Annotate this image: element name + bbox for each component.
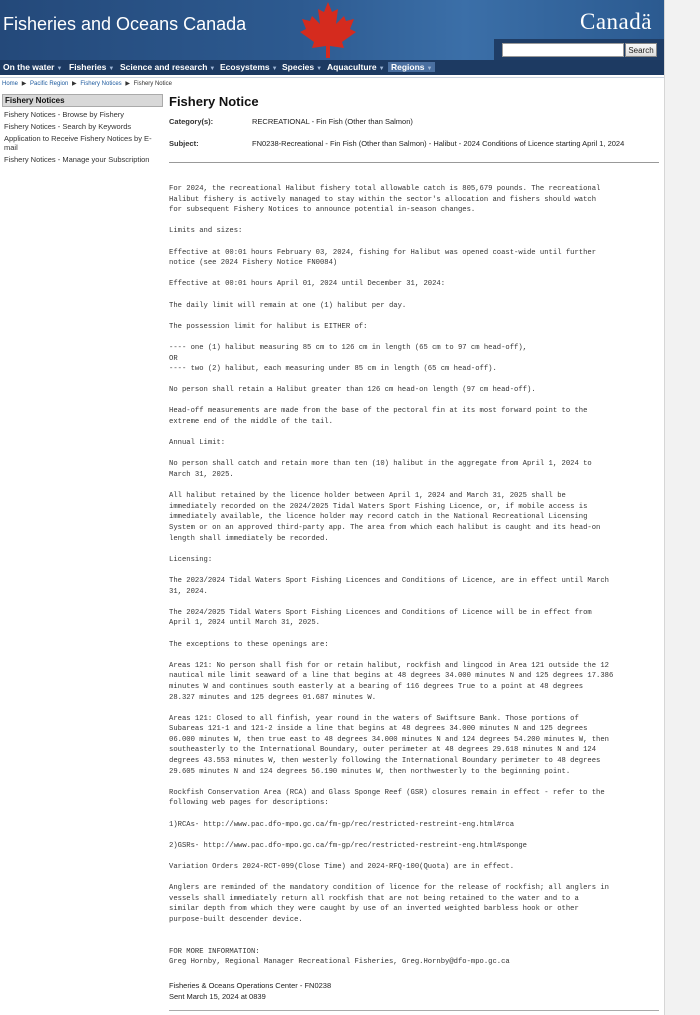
nav-item-species[interactable] [282, 62, 322, 72]
breadcrumb-home[interactable]: Home [2, 81, 19, 87]
sidebar-item-search-by-keywords[interactable]: Fishery Notices - Search by Keywords [4, 122, 132, 131]
breadcrumb-separator-icon: ▶ [21, 81, 27, 87]
nav-item-on-the-water[interactable] [3, 62, 62, 72]
chevron-down-icon: ▼ [108, 66, 115, 72]
page-background [665, 0, 700, 1015]
breadcrumb-current: Fishery Notice [133, 81, 172, 87]
breadcrumb-pacific-region[interactable]: Pacific Region [29, 81, 69, 87]
sidebar-item-email-application[interactable]: Application to Receive Fishery Notices by E-mail [4, 134, 152, 152]
notice-body: For 2024, the recreational Halibut fishery total allowable catch is 805,679 pounds. The recreational Halibut fishery is actively managed to stay within the sector's allocation and fishers should watch for subsequent Fishery Notices to announce potential in-season changes. Limits and sizes: Effective at 00:01 hours February 03, 2024, fishing for Halibut was opened coast-wide until further notice (see 2024 Fishery Notice FN0084) Effective at 00:01 hours April 01, 2024 until December 31, 2024: The daily limit will remain at one (1) halibut per day. The possession limit for halibut is EITHER of: ---- one (1) halibut measuring 85 cm to 126 cm in length (65 cm to 97 cm head-off), OR ---- two (2) halibut, each measuring under 85 cm in length (65 cm head-off). No person shall retain a Halibut greater than 126 cm head-on length (97 cm head-off). Head-off measurements are made from the base of the pectoral fin at its most forward point to the extreme end of the middle of the tail. Annual Limit: No person shall catch and retain more than ten (10) halibut in the aggregate from April 1, 2024 to March 31, 2025. All halibut retained by the licence holder between April 1, 2024 and March 31, 2025 shall be immediately recorded on the 2024/2025 Tidal Waters Sport Fishing Licence, or, if mobile access is immediately available, the licence holder may record catch in the National Recreational Licensing System or on an approved third-party app. The area from which each halibut is caught and its head-on length shall immediately be recorded. Licensing: The 2023/2024 Tidal Waters Sport Fishing Licences and Conditions of Licence, are in effect until March 31, 2024. The 2024/2025 Tidal Waters Sport Fishing Licences and Conditions of Licence will be in effect from April 1, 2024 until March 31, 2025. The exceptions to these openings are: Areas 121: No person shall fish for or retain halibut, rockfish and lingcod in Area 121 outside the 12 nautical mile limit seaward of a line that begins at 48 degrees 34.000 minutes N and 125 degrees 17.386 minutes W and continues south easterly at a bearing of 116 degrees True to a point at 48 degrees 28.327 minutes and 125 degrees 01.687 minutes W. Areas 121: Closed to all finfish, year round in the waters of Swiftsure Bank. Those portions of Subareas 121-1 and 121-2 inside a line that begins at 48 degrees 34.000 minutes N and 125 degrees 06.000 minutes W, then true east to 48 degrees 34.000 minutes N and 124 degrees 54.200 minutes W, then southeasterly to the International Boundary, outer perimeter at 48 degrees 29.618 minutes N and 124 degrees 43.553 minutes W, then westerly following the International Boundary perimeter to 48 degrees 29.605 minutes N and 124 degrees 56.190 minutes W, then northwesterly to the beginning point. Rockfish Conservation Area (RCA) and Glass Sponge Reef (GSR) closures remain in effect - refer to the following web pages for descriptions: 1)RCAs- http://www.pac.dfo-mpo.gc.ca/fm-gp/rec/restricted-restreint-eng.html#rca 2)GSRs- http://www.pac.dfo-mpo.gc.ca/fm-gp/rec/restricted-restreint-eng.html#sponge Variation Orders 2024-RCT-099(Close Time) and 2024-RFQ-100(Quota) are in effect. Anglers are reminded of the mandatory condition of licence for the release of rockfish; all anglers in vessels shall immediately return all rockfish that are not being retained to the water and to a similar depth from which they were caught by use of an inverted weighted barbless hook or other purpose-built descender device. FOR MORE INFORMATION: Greg Hornby, Regional Manager Recreational Fisheries, Greg.Hornby@dfo-mpo.gc.ca [169, 185, 614, 967]
nav-item-label: Aquaculture [327, 62, 377, 72]
nav-item-aquaculture[interactable] [327, 62, 385, 72]
chevron-down-icon: ▼ [209, 66, 216, 72]
search-button[interactable]: Search [625, 43, 657, 57]
sidebar [2, 94, 163, 164]
nav-item-ecosystems[interactable] [220, 62, 278, 72]
maple-leaf-icon [288, 0, 368, 60]
ops-center: Fisheries & Oceans Operations Center - FN0238 [169, 981, 332, 990]
chevron-down-icon: ▼ [271, 66, 278, 72]
main-content [169, 94, 659, 109]
search-input[interactable] [502, 43, 624, 57]
sidebar-heading[interactable]: Fishery Notices [2, 94, 163, 107]
nav-item-label: Fisheries [69, 62, 107, 72]
subject-label: Subject: [169, 139, 199, 148]
sidebar-item-browse-by-fishery[interactable]: Fishery Notices - Browse by Fishery [4, 110, 125, 119]
breadcrumb [2, 80, 172, 87]
breadcrumb-separator-icon: ▶ [72, 81, 77, 87]
nav-item-label: Science and research [120, 62, 208, 72]
subject-value: FN0238-Recreational - Fin Fish (Other than Salmon) - Halibut - 2024 Conditions of Licence starting April 1, 2024 [252, 139, 625, 148]
nav-item-label: Regions [391, 62, 425, 72]
chevron-down-icon: ▼ [56, 66, 63, 72]
nav-item-label: Ecosystems [220, 62, 270, 72]
site-header [0, 0, 664, 60]
sidebar-item-manage-subscription[interactable]: Fishery Notices - Manage your Subscription [4, 155, 150, 164]
breadcrumb-separator-icon: ▶ [125, 81, 130, 87]
breadcrumb-fishery-notices[interactable]: Fishery Notices [80, 81, 122, 87]
chevron-down-icon: ▼ [426, 66, 433, 72]
sent-timestamp: Sent March 15, 2024 at 0839 [169, 992, 266, 1001]
site-title[interactable]: Fisheries and Oceans Canada [3, 14, 247, 34]
bottom-divider [169, 1010, 659, 1011]
main-nav [0, 60, 664, 75]
notice-footer [169, 980, 331, 1002]
chevron-down-icon: ▼ [316, 66, 323, 72]
page-title: Fishery Notice [169, 94, 259, 109]
nav-item-label: On the water [3, 62, 55, 72]
nav-item-regions[interactable] [388, 62, 435, 72]
category-value: RECREATIONAL - Fin Fish (Other than Salmon) [252, 117, 413, 126]
nav-item-science-and-research[interactable] [120, 62, 215, 72]
category-label: Category(s): [169, 117, 214, 126]
chevron-down-icon: ▼ [378, 66, 385, 72]
header-divider [0, 77, 664, 78]
nav-item-label: Species [282, 62, 315, 72]
nav-item-fisheries[interactable] [69, 62, 114, 72]
divider [169, 162, 659, 163]
canada-wordmark: Canadä [580, 9, 652, 34]
